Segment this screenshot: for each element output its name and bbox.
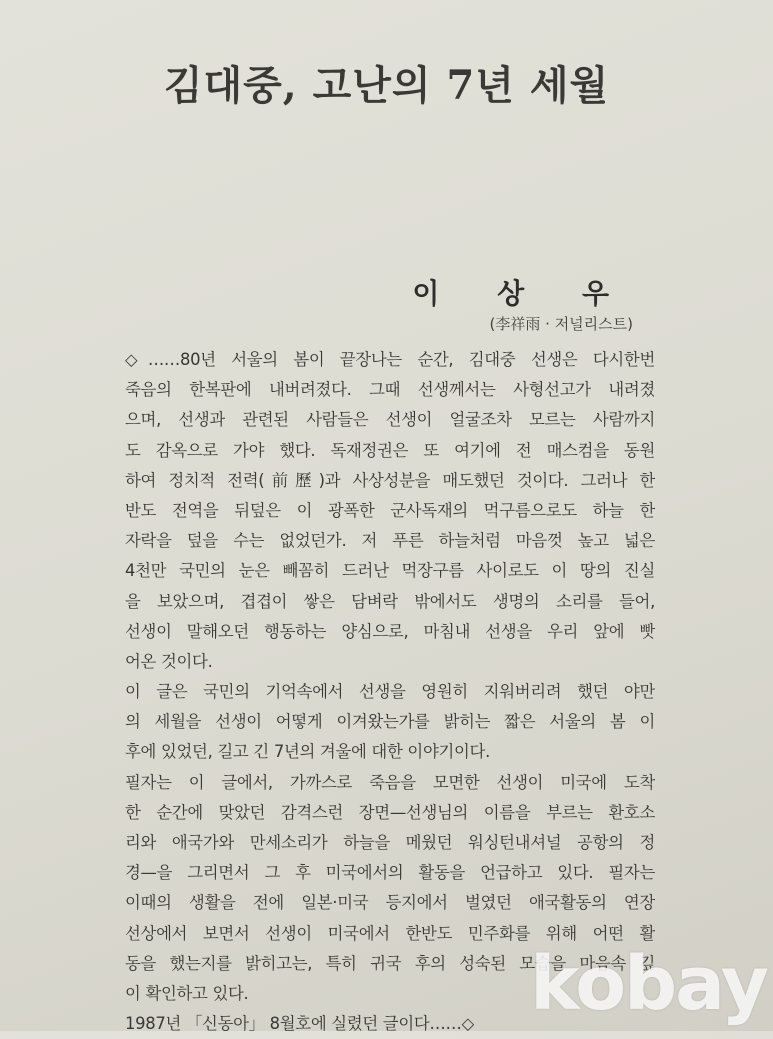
author-name: 이 상 우 [412,277,633,310]
body-line: 어온 것이다. [125,651,213,671]
watermark-logo: kobay [530,941,767,1027]
body-line: 동을 했는지를 밝히고는, 특히 귀국 후의 성숙된 모습을 마음속 깊 [125,953,655,973]
article-body [125,345,655,1039]
body-line: 경—을 그리면서 그 후 미국에서의 활동을 언급하고 있다. 필자는 [125,863,655,883]
body-line: 후에 있었던, 길고 긴 7년의 겨울에 대한 이야기이다. [125,742,490,762]
body-line: 리와 애국가와 만세소리가 하늘을 메웠던 워싱턴내셔널 공항의 정 [125,833,655,852]
body-line: 도 감옥으로 가야 했다. 독재정권은 또 여기에 전 매스컴을 동원 [125,440,655,460]
body-line: 이 확인하고 있다. [125,983,249,1003]
body-line: 한 순간에 맞았던 감격스런 장면—선생님의 이름을 부르는 환호소 [125,802,655,822]
body-line: 을 보았으며, 겹겹이 쌓은 담벼락 밖에서도 생명의 소리를 들어, [125,591,655,611]
body-line: 죽음의 한복판에 내버려졌다. 그때 선생께서는 사형선고가 내려졌 [125,380,655,400]
body-line: 이 글은 국민의 기억속에서 선생을 영원히 지워버리려 했던 야만 [125,682,655,702]
body-line: 1987년 「신동아」 8월호에 실렸던 글이다……◇ [125,1014,474,1034]
body-line: 자락을 덮을 수는 없었던가. 저 푸른 하늘처럼 마음껏 높고 넓은 [125,531,655,551]
body-line: 으며, 선생과 관련된 사람들은 선생이 얼굴조차 모르는 사람까지 [125,410,655,430]
body-line: ◇……80년 서울의 봄이 끝장나는 순간, 김대중 선생은 다시한번 [125,350,655,369]
body-line: 반도 전역을 뒤덮은 이 광폭한 군사독재의 먹구름으로도 하늘 한 [125,500,655,520]
body-line: 의 세월을 선생이 어떻게 이겨왔는가를 밝히는 짧은 서울의 봄 이 [125,712,655,732]
body-line: 4천만 국민의 눈은 빼꼼히 드러난 먹장구름 사이로도 이 땅의 진실 [125,561,655,581]
body-line: 하여 정치적 전력(前歷)과 사상성분을 매도했던 것이다. 그러나 한 [125,470,655,490]
author-affiliation: (李祥雨 · 저널리스트) [489,315,633,333]
body-line: 선생이 말해오던 행동하는 양심으로, 마침내 선생을 우리 앞에 빳 [125,621,655,641]
body-line: 선상에서 보면서 선생이 미국에서 한반도 민주화를 위해 어떤 활 [125,923,655,943]
page-title: 김대중, 고난의 7년 세월 [163,62,610,109]
body-line: 필자는 이 글에서, 가까스로 죽음을 모면한 선생이 미국에 도착 [125,772,655,792]
body-line: 이때의 생활을 전에 일본·미국 등지에서 벌였던 애국활동의 연장 [125,893,655,913]
